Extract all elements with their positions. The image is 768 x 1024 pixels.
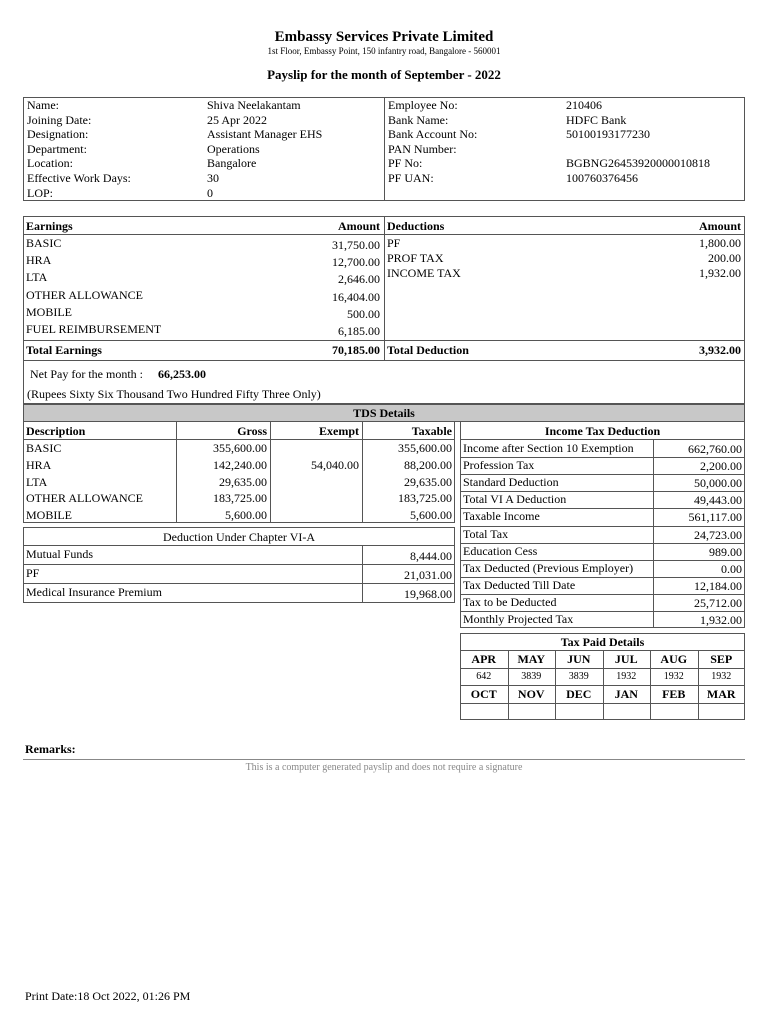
tax-paid-value: 1932 <box>711 671 732 682</box>
tax-paid-month: SEP <box>710 652 733 666</box>
row-divider <box>460 457 745 458</box>
tds-gross: 142,240.00 <box>213 457 267 472</box>
row-divider <box>460 543 745 544</box>
tds-gross: 183,725.00 <box>213 491 267 506</box>
income-tax-amount: 1,932.00 <box>700 613 742 627</box>
tax-paid-title: Tax Paid Details <box>560 635 645 649</box>
income-tax-amount: 24,723.00 <box>694 527 742 542</box>
tax-paid-month: JAN <box>614 687 638 701</box>
tds-taxable: 88,200.00 <box>404 457 452 472</box>
earning-amount: 16,404.00 <box>332 289 380 304</box>
tax-paid-value: 3839 <box>568 671 589 682</box>
tax-paid-month: MAY <box>517 652 546 666</box>
income-tax-label: Tax Deducted (Previous Employer) <box>463 560 634 575</box>
income-tax-label: Taxable Income <box>463 509 540 524</box>
income-tax-label: Total VI A Deduction <box>463 492 567 507</box>
tds-title: TDS Details <box>353 406 415 420</box>
earning-amount: 31,750.00 <box>332 238 380 252</box>
employee-field-label: Bank Account No: <box>388 127 478 142</box>
row-divider <box>460 560 745 561</box>
employee-field-label: PF No: <box>388 156 423 171</box>
tds-header-gross: Gross <box>237 424 267 438</box>
row-divider <box>23 583 455 584</box>
income-tax-amount: 50,000.00 <box>694 476 742 491</box>
employee-field-value: Operations <box>207 141 260 156</box>
print-date: Print Date:18 Oct 2022, 01:26 PM <box>25 989 191 1003</box>
net-pay-words: (Rupees Sixty Six Thousand Two Hundred Fifty Three Only) <box>27 387 321 401</box>
income-tax-amount: 662,760.00 <box>688 442 742 456</box>
earning-label: FUEL REIMBURSEMENT <box>26 322 162 336</box>
tds-exempt: 54,040.00 <box>311 457 359 472</box>
tax-paid-month: AUG <box>660 652 688 666</box>
tax-paid-month: DEC <box>566 687 592 701</box>
row-divider <box>460 526 745 527</box>
tax-paid-value: 1932 <box>616 671 637 682</box>
tax-paid-month: JUL <box>614 652 638 666</box>
tds-description: LTA <box>26 474 48 489</box>
tds-taxable: 183,725.00 <box>398 491 452 506</box>
deduction-label: PF <box>387 236 401 250</box>
tds-gross: 355,600.00 <box>213 441 267 455</box>
income-tax-label: Monthly Projected Tax <box>463 612 574 626</box>
tds-taxable: 355,600.00 <box>398 441 452 455</box>
employee-field-label: Designation: <box>27 127 89 142</box>
tds-gross: 29,635.00 <box>219 474 267 489</box>
income-tax-label: Education Cess <box>463 543 538 558</box>
tax-paid-month: OCT <box>470 687 497 701</box>
deduction-amount: 1,932.00 <box>699 266 741 280</box>
tax-paid-value: 642 <box>476 671 492 682</box>
row-divider <box>460 491 745 492</box>
tax-paid-month: MAR <box>706 687 736 701</box>
tax-paid-month: NOV <box>517 687 545 701</box>
earning-label: LTA <box>26 270 48 285</box>
chapter-via-amount: 8,444.00 <box>410 549 452 563</box>
chapter-via-title: Deduction Under Chapter VI-A <box>162 530 316 544</box>
earning-label: BASIC <box>26 236 62 250</box>
employee-field-label: Effective Work Days: <box>27 171 131 185</box>
chapter-via-amount: 19,968.00 <box>404 587 452 601</box>
deductions-header: Deductions <box>387 219 445 233</box>
total-deduction-label: Total Deduction <box>387 343 469 357</box>
tds-description: OTHER ALLOWANCE <box>26 491 143 506</box>
deductions-amount-header: Amount <box>698 219 741 233</box>
employee-field-value: Shiva Neelakantam <box>207 98 301 112</box>
deduction-label: PROF TAX <box>387 251 444 265</box>
income-tax-amount: 0.00 <box>721 561 742 576</box>
income-tax-title: Income Tax Deduction <box>544 424 661 438</box>
total-earnings-value: 70,185.00 <box>332 343 380 357</box>
tds-header-description: Description <box>26 424 86 438</box>
employee-field-label: PAN Number: <box>388 141 457 156</box>
income-tax-amount: 561,117.00 <box>688 510 742 525</box>
tds-gross: 5,600.00 <box>225 508 267 523</box>
income-tax-label: Tax Deducted Till Date <box>463 577 576 592</box>
income-tax-amount: 12,184.00 <box>694 578 742 593</box>
row-divider <box>460 508 745 509</box>
row-divider <box>460 474 745 475</box>
tax-paid-month: APR <box>471 652 497 666</box>
row-divider <box>460 611 745 612</box>
employee-field-value: HDFC Bank <box>566 112 627 127</box>
employee-field-label: Joining Date: <box>27 112 92 127</box>
deduction-label: INCOME TAX <box>387 266 461 280</box>
payslip-title: Payslip for the month of September - 2022 <box>267 67 501 82</box>
tds-header-exempt: Exempt <box>319 424 359 438</box>
footer-note: This is a computer generated payslip and does not require a signature <box>245 762 523 773</box>
income-tax-amount: 989.00 <box>709 544 742 559</box>
chapter-via-label: Medical Insurance Premium <box>26 585 162 599</box>
company-name: Embassy Services Private Limited <box>274 29 494 45</box>
tds-taxable: 29,635.00 <box>404 474 452 489</box>
company-address: 1st Floor, Embassy Point, 150 infantry road, Bangalore - 560001 <box>267 46 501 56</box>
chapter-via-amount: 21,031.00 <box>404 568 452 582</box>
employee-field-label: Employee No: <box>388 98 458 112</box>
tax-paid-value: 1932 <box>663 671 684 682</box>
tax-paid-month: FEB <box>662 687 686 701</box>
earning-label: HRA <box>26 253 52 268</box>
income-tax-label: Income after Section 10 Exemption <box>463 441 634 455</box>
earning-label: MOBILE <box>26 304 72 319</box>
employee-field-value: Bangalore <box>207 156 257 171</box>
employee-field-label: PF UAN: <box>388 171 434 185</box>
deduction-amount: 1,800.00 <box>699 236 741 250</box>
total-earnings-label: Total Earnings <box>26 343 102 357</box>
employee-field-label: Bank Name: <box>388 112 449 127</box>
net-pay-amount: 66,253.00 <box>158 367 206 381</box>
employee-field-value: 210406 <box>566 98 602 112</box>
income-tax-label: Standard Deduction <box>463 475 559 490</box>
employee-field-value: Assistant Manager EHS <box>207 127 323 142</box>
income-tax-label: Tax to be Deducted <box>463 594 557 609</box>
tax-paid-month: JUN <box>567 652 591 666</box>
earnings-header: Earnings <box>26 219 73 233</box>
earning-amount: 500.00 <box>347 306 380 321</box>
income-tax-amount: 25,712.00 <box>694 595 742 610</box>
chapter-via-label: Mutual Funds <box>26 547 94 561</box>
employee-field-label: LOP: <box>27 185 54 200</box>
employee-field-value: 50100193177230 <box>566 127 650 142</box>
total-deduction-value: 3,932.00 <box>699 343 741 357</box>
employee-field-label: Name: <box>27 98 59 112</box>
row-divider <box>23 564 455 565</box>
earning-amount: 6,185.00 <box>338 324 380 338</box>
deduction-amount: 200.00 <box>708 251 741 265</box>
employee-field-label: Department: <box>27 141 87 156</box>
income-tax-amount: 2,200.00 <box>700 459 742 474</box>
earning-amount: 12,700.00 <box>332 255 380 270</box>
employee-field-value: 25 Apr 2022 <box>207 112 267 127</box>
income-tax-label: Profession Tax <box>463 458 535 473</box>
tds-description: MOBILE <box>26 508 72 523</box>
employee-field-label: Location: <box>27 156 73 171</box>
tds-description: HRA <box>26 457 52 472</box>
net-pay-label: Net Pay for the month : <box>30 367 143 381</box>
earning-amount: 2,646.00 <box>338 272 380 287</box>
income-tax-label: Total Tax <box>463 526 509 541</box>
employee-field-value: 30 <box>207 171 219 185</box>
earning-label: OTHER ALLOWANCE <box>26 287 143 302</box>
remarks-label: Remarks: <box>25 742 76 756</box>
employee-field-value: 100760376456 <box>566 171 638 185</box>
tds-taxable: 5,600.00 <box>410 508 452 523</box>
employee-field-value: 0 <box>207 185 213 200</box>
earnings-amount-header: Amount <box>337 219 380 233</box>
chapter-via-label: PF <box>26 566 40 580</box>
row-divider <box>460 577 745 578</box>
tds-description: BASIC <box>26 441 62 455</box>
row-divider <box>460 594 745 595</box>
tax-paid-value: 3839 <box>521 671 542 682</box>
income-tax-amount: 49,443.00 <box>694 493 742 508</box>
tds-header-taxable: Taxable <box>411 424 452 438</box>
employee-field-value: BGBNG26453920000010818 <box>566 156 711 171</box>
